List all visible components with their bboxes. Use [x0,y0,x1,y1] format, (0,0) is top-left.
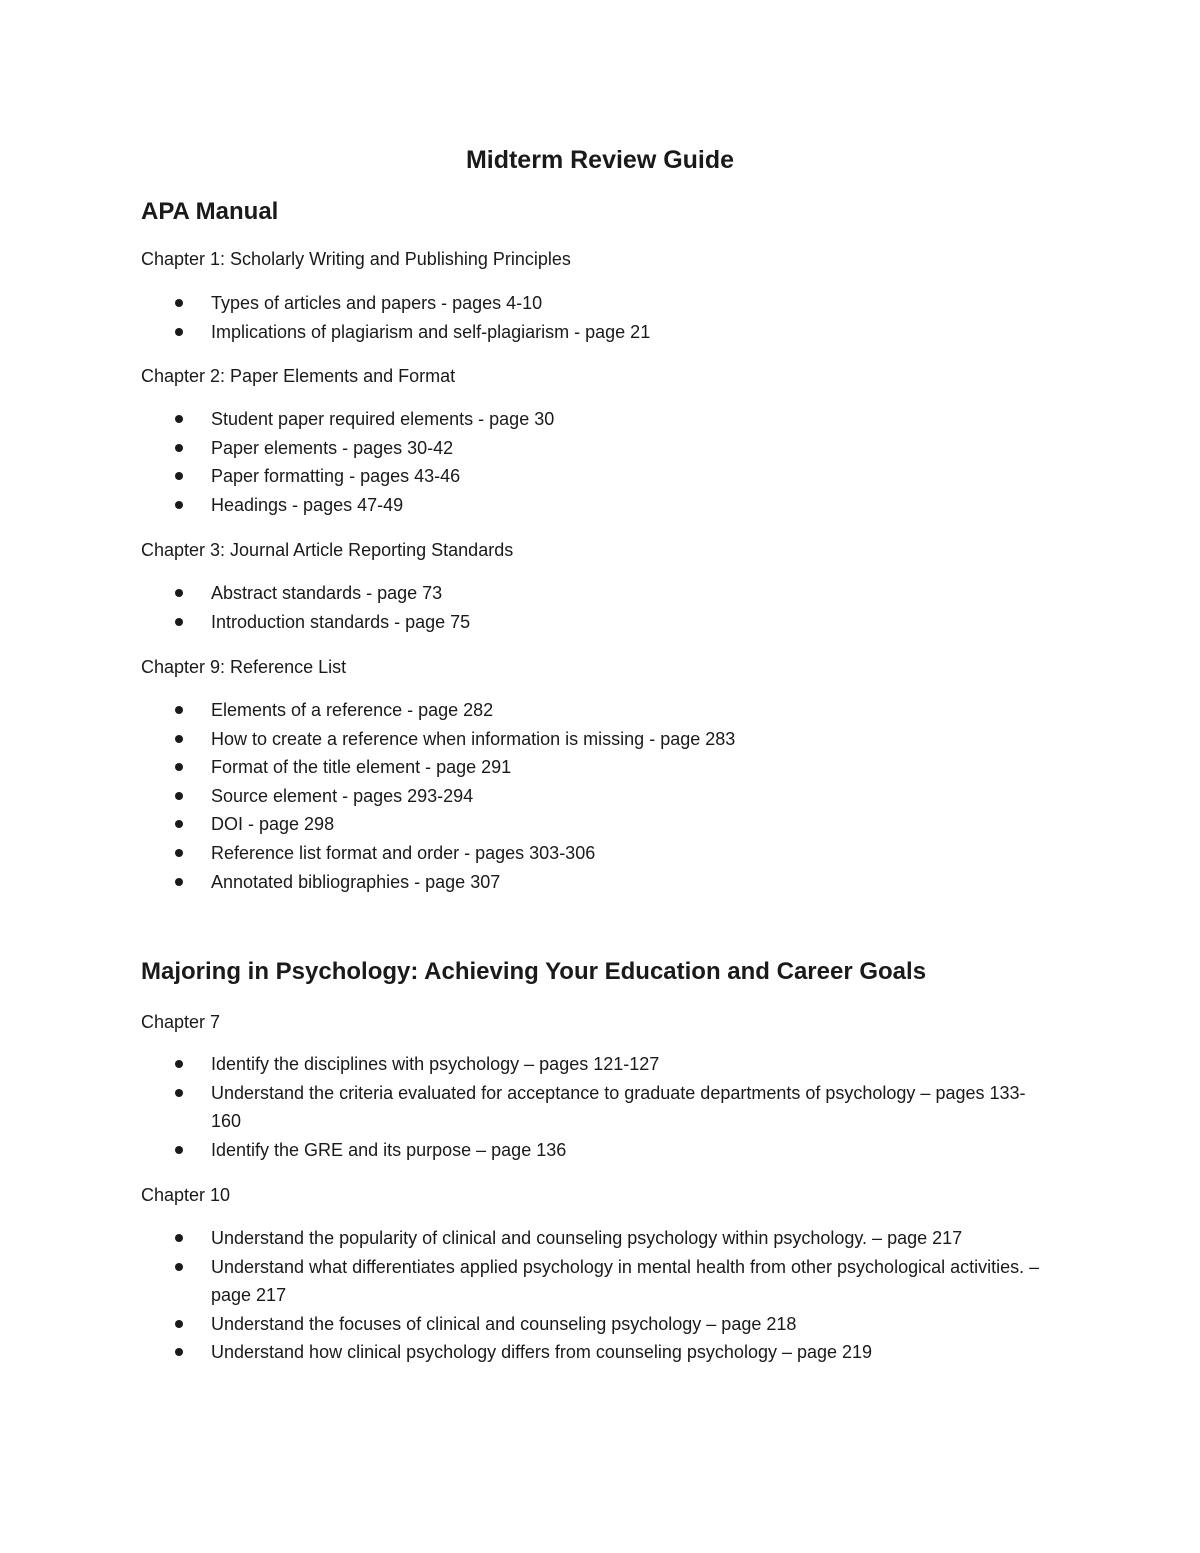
chapter-label: Chapter 9: Reference List [141,657,347,677]
bullet-icon [175,328,183,336]
chapter-label: Chapter 10 [141,1185,231,1205]
bullet-icon [175,1263,183,1271]
list-item: Introduction standards - page 75 [0,608,1051,637]
document-title: Midterm Review Guide [465,146,735,174]
list-item: How to create a reference when information is missing - page 283 [0,725,1051,754]
bullet-icon [175,1320,183,1328]
list-item: Format of the title element - page 291 [0,753,1051,782]
chapter-label: Chapter 7 [141,1012,221,1032]
bullet-icon [175,735,183,743]
bullet-icon [175,849,183,857]
bullet-icon [175,820,183,828]
section-heading-apa: APA Manual [141,198,279,225]
bullet-icon [175,501,183,509]
bullet-icon [175,1348,183,1356]
bullet-icon [175,472,183,480]
chapter-label: Chapter 2: Paper Elements and Format [141,366,456,386]
list-item: Implications of plagiarism and self-plagiarism - page 21 [0,318,1051,347]
list-item: Elements of a reference - page 282 [0,696,1051,725]
list-item: Understand the popularity of clinical and counseling psychology within psychology. – page 217 [0,1224,1051,1253]
list-item: Identify the GRE and its purpose – page 136 [0,1136,1051,1165]
list-item: Paper elements - pages 30-42 [0,434,1051,463]
list-item: Reference list format and order - pages 303-306 [0,839,1051,868]
list-item: Abstract standards - page 73 [0,579,1051,608]
bullet-icon [175,1089,183,1097]
bullet-icon [175,763,183,771]
chapter-label: Chapter 3: Journal Article Reporting Standards [141,540,514,560]
list-item: Understand the focuses of clinical and counseling psychology – page 218 [0,1310,1051,1339]
list-item: Paper formatting - pages 43-46 [0,462,1051,491]
list-item: Types of articles and papers - pages 4-10 [0,289,1051,318]
bullet-icon [175,618,183,626]
bullet-list [0,405,1200,519]
list-item: Annotated bibliographies - page 307 [0,868,1051,897]
bullet-icon [175,1146,183,1154]
list-item: Source element - pages 293-294 [0,782,1051,811]
bullet-icon [175,706,183,714]
list-item: Identify the disciplines with psychology – pages 121-127 [0,1050,1051,1079]
list-item: Understand how clinical psychology differs from counseling psychology – page 219 [0,1338,1051,1367]
chapter-label: Chapter 1: Scholarly Writing and Publishing Principles [141,249,571,269]
list-item: Student paper required elements - page 30 [0,405,1051,434]
bullet-icon [175,299,183,307]
bullet-icon [175,415,183,423]
bullet-icon [175,589,183,597]
list-item: Headings - pages 47-49 [0,491,1051,520]
bullet-list [0,579,1200,636]
section-heading-majoring: Majoring in Psychology: Achieving Your Education and Career Goals [141,958,927,985]
bullet-list [0,289,1200,346]
bullet-icon [175,792,183,800]
bullet-icon [175,1060,183,1068]
bullet-list [0,1050,1200,1164]
bullet-icon [175,1234,183,1242]
list-item: Understand what differentiates applied psychology in mental health from other psychological activities. – page 217 [0,1253,1051,1310]
list-item: DOI - page 298 [0,810,1051,839]
bullet-list [0,1224,1200,1367]
bullet-icon [175,444,183,452]
bullet-icon [175,878,183,886]
list-item: Understand the criteria evaluated for acceptance to graduate departments of psychology – pages 133-160 [0,1079,1051,1136]
bullet-list [0,696,1200,896]
